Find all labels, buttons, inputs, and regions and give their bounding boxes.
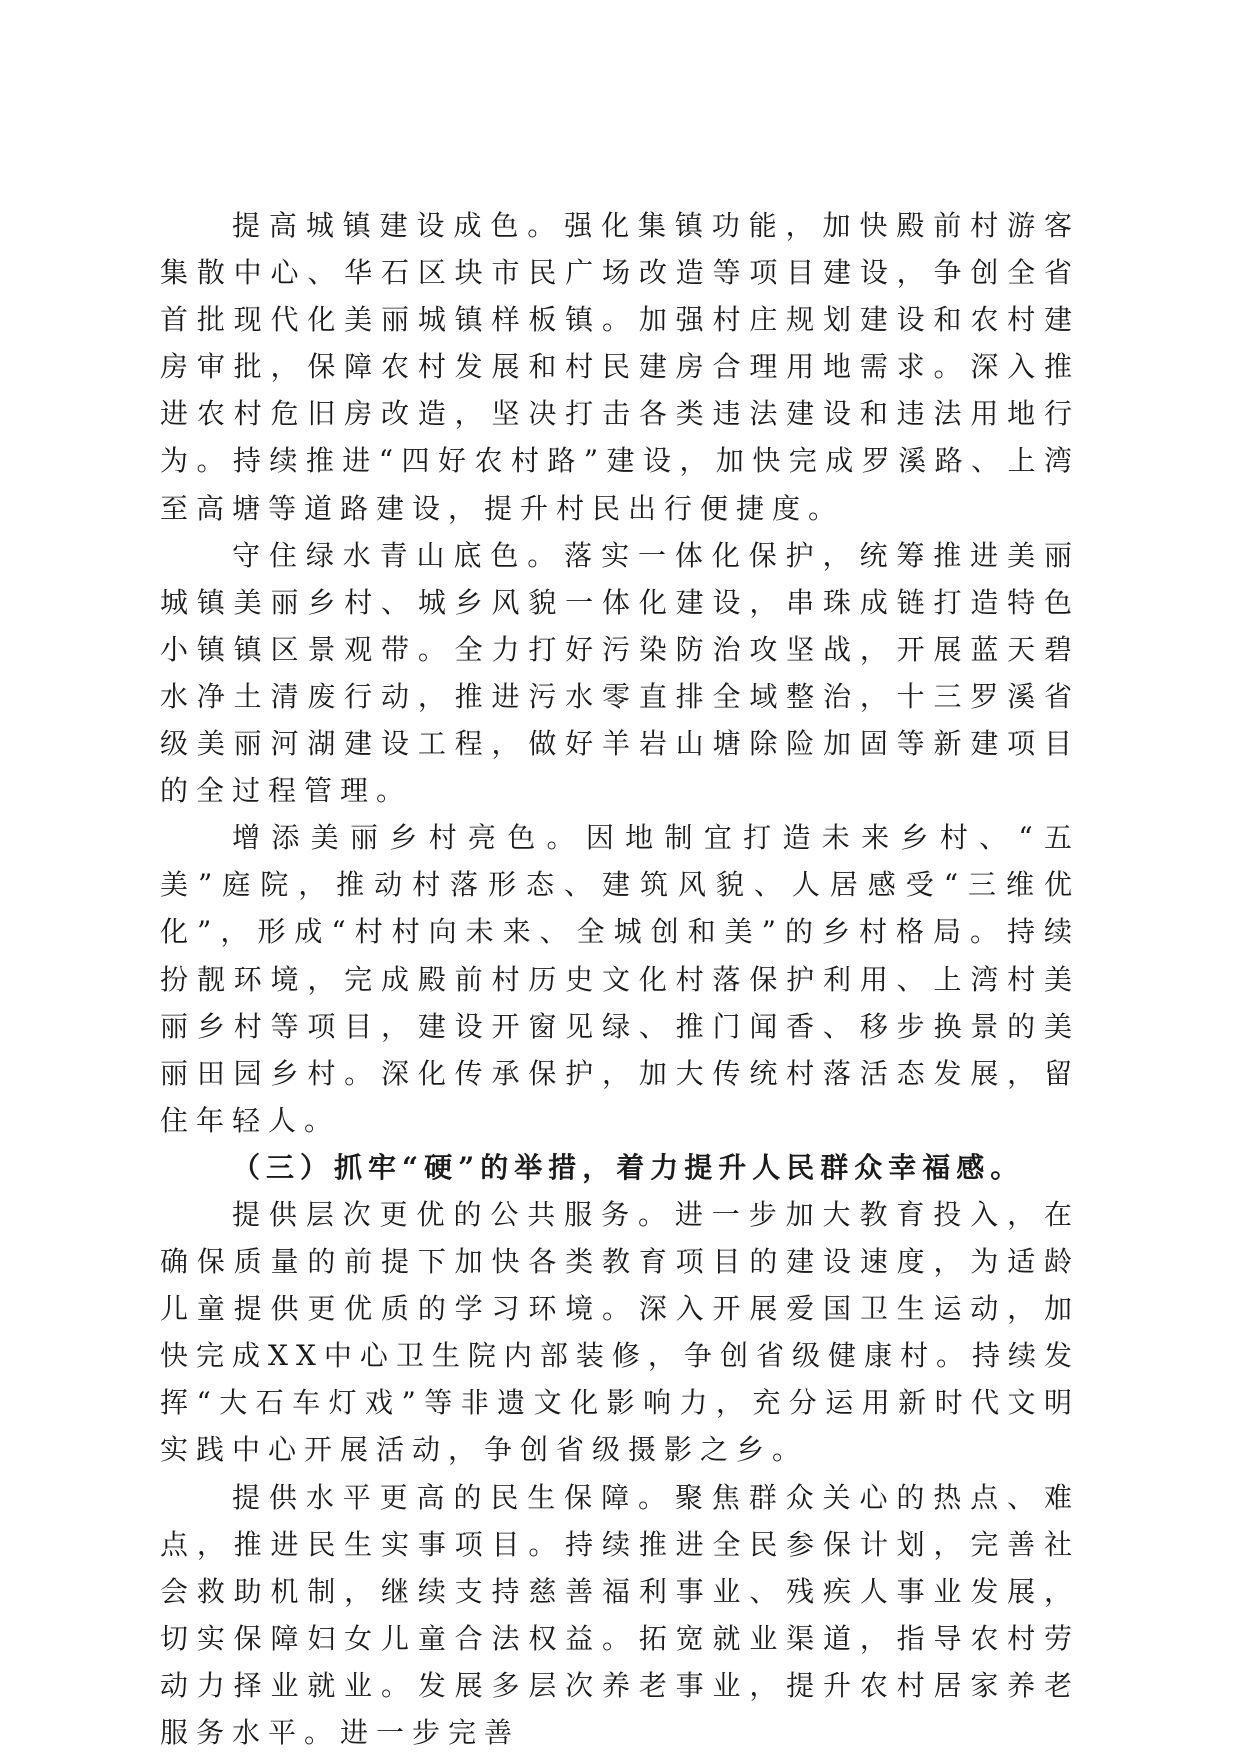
section-heading: （三）抓牢“硬”的举措，着力提升人民群众幸福感。 bbox=[232, 1150, 1025, 1184]
paragraph-green-mountains: 守住绿水青山底色。落实一体化保护，统筹推进美丽城镇美丽乡村、城乡风貌一体化建设，串珠成链打造特色小镇镇区景观带。全力打好污染防治攻坚战，开展蓝天碧水净土清废行动，推进污水零直排全域整治，十三罗溪省级美丽河湖建设工程，做好羊岩山塘除险加固等新建项目的全过程管理。 bbox=[160, 538, 1080, 808]
paragraph-public-services: 提供层次更优的公共服务。进一步加大教育投入，在确保质量的前提下加快各类教育项目的建设速度，为适龄儿童提供更优质的学习环境。深入开展爱国卫生运动，加快完成XX中心卫生院内部装修，争创省级健康村。持续发挥“大石车灯戏”等非遗文化影响力，充分运用新时代文明实践中心开展活动，争创省级摄影之乡。 bbox=[160, 1197, 1080, 1467]
paragraph-livelihood-security: 提供水平更高的民生保障。聚焦群众关心的热点、难点，推进民生实事项目。持续推进全民参保计划，完善社会救助机制，继续支持慈善福利事业、残疾人事业发展，切实保障妇女儿童合法权益。拓宽就业渠道，指导农村劳动力择业就业。发展多层次养老事业，提升农村居家养老服务水平。进一步完善 bbox=[160, 1480, 1080, 1749]
document-body bbox=[160, 202, 1080, 1756]
paragraph-town-construction: 提高城镇建设成色。强化集镇功能，加快殿前村游客集散中心、华石区块市民广场改造等项目建设，争创全省首批现代化美丽城镇样板镇。加强村庄规划建设和农村建房审批，保障农村发展和村民建房合理用地需求。深入推进农村危旧房改造，坚决打击各类违法建设和违法用地行为。持续推进“四好农村路”建设，加快完成罗溪路、上湾至高塘等道路建设，提升村民出行便捷度。 bbox=[160, 209, 1080, 525]
paragraph-beautiful-villages: 增添美丽乡村亮色。因地制宜打造未来乡村、“五美”庭院，推动村落形态、建筑风貌、人居感受“三维优化”，形成“村村向未来、全城创和美”的乡村格局。持续扮靓环境，完成殿前村历史文化村落保护利用、上湾村美丽乡村等项目，建设开窗见绿、推门闻香、移步换景的美丽田园乡村。深化传承保护，加大传统村落活态发展，留住年轻人。 bbox=[160, 821, 1080, 1137]
